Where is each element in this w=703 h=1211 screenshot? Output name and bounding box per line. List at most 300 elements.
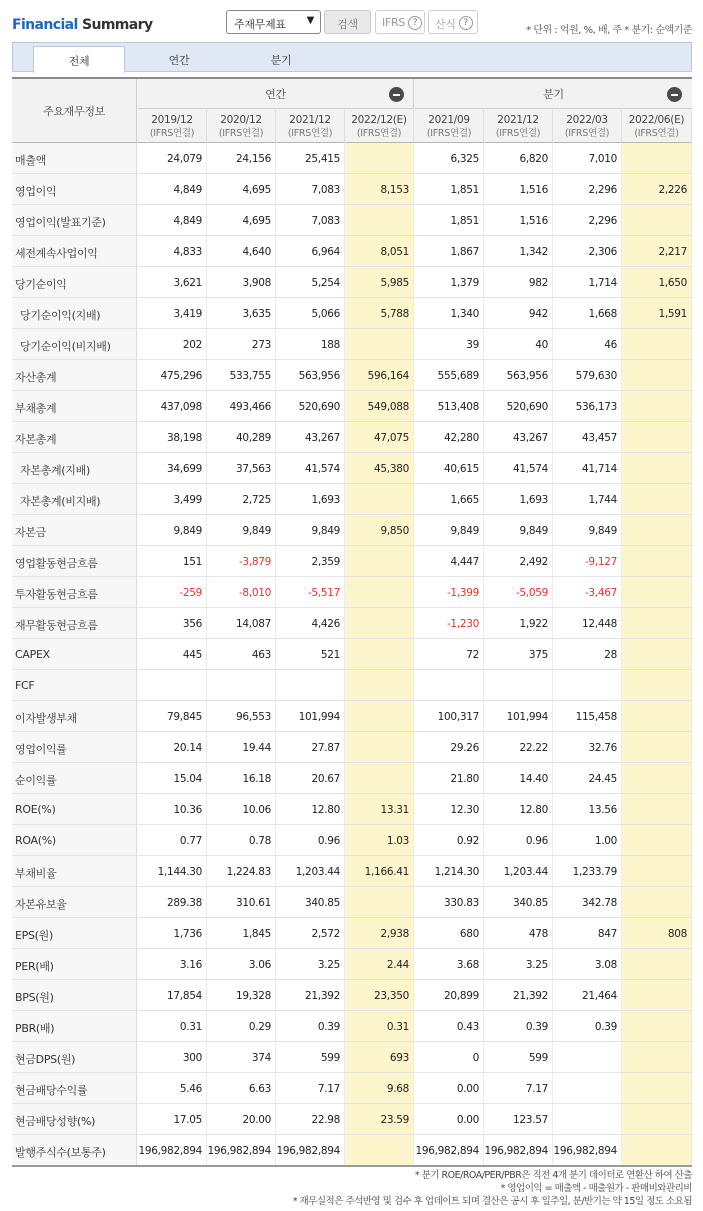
table-cell: 0.96	[484, 825, 553, 855]
table-cell: 12.30	[415, 794, 484, 824]
table-cell	[345, 577, 414, 607]
table-cell: 8,051	[345, 236, 414, 266]
table-cell: 7,083	[276, 174, 345, 204]
table-cell: 273	[207, 329, 276, 359]
table-cell: 8,153	[345, 174, 414, 204]
table-cell: 1.00	[553, 825, 622, 855]
table-cell: 0.31	[345, 1011, 414, 1041]
table-cell: 1,516	[484, 174, 553, 204]
table-cell: 0	[415, 1042, 484, 1072]
table-cell: 41,574	[484, 453, 553, 483]
table-cell	[622, 360, 692, 390]
table-cell: 310.61	[207, 887, 276, 917]
table-cell: 3,499	[138, 484, 207, 514]
title-financial: Financial	[12, 17, 78, 33]
row-label: PER(배)	[12, 949, 137, 979]
table-row	[12, 329, 692, 360]
table-cell: 5,985	[345, 267, 414, 297]
table-cell: 23,350	[345, 980, 414, 1010]
table-cell	[622, 639, 692, 669]
row-label: 순이익률	[12, 763, 137, 793]
table-row	[12, 608, 692, 639]
column-basis: (IFRS연결)	[426, 128, 472, 139]
table-row	[12, 856, 692, 887]
row-label: 매출액	[12, 143, 137, 173]
table-cell: 475,296	[138, 360, 207, 390]
table-cell: 21,392	[484, 980, 553, 1010]
column-header	[415, 110, 484, 143]
table-cell: 40	[484, 329, 553, 359]
row-label: BPS(원)	[12, 980, 137, 1010]
table-cell	[553, 1042, 622, 1072]
table-header	[12, 77, 692, 143]
table-cell: 3.16	[138, 949, 207, 979]
row-label: 자산총계	[12, 360, 137, 390]
column-period: 2020/12	[220, 114, 262, 126]
table-cell: 693	[345, 1042, 414, 1072]
table-cell: 1,845	[207, 918, 276, 948]
table-cell: 5.46	[138, 1073, 207, 1103]
tab-quarter[interactable]: 분기	[270, 54, 292, 67]
table-cell: 45,380	[345, 453, 414, 483]
quarter-group-header	[415, 79, 692, 109]
table-cell: 808	[622, 918, 692, 948]
table-cell: 10.06	[207, 794, 276, 824]
table-cell: 32.76	[553, 732, 622, 762]
table-cell: -259	[138, 577, 207, 607]
table-cell: 100,317	[415, 701, 484, 731]
table-cell: 196,982,894	[276, 1135, 345, 1165]
column-basis: (IFRS연결)	[564, 128, 610, 139]
column-period: 2022/06(E)	[628, 114, 685, 126]
table-row	[12, 360, 692, 391]
column-header	[553, 110, 622, 143]
table-row	[12, 422, 692, 453]
table-cell: 1,203.44	[276, 856, 345, 886]
table-cell	[345, 1135, 414, 1165]
table-cell	[345, 763, 414, 793]
column-period: 2019/12	[151, 114, 193, 126]
table-cell	[622, 453, 692, 483]
row-label: FCF	[12, 670, 137, 700]
table-row	[12, 1104, 692, 1135]
table-row	[12, 949, 692, 980]
table-cell: 4,695	[207, 205, 276, 235]
table-cell: 1,744	[553, 484, 622, 514]
page-title	[12, 17, 152, 33]
table-cell: 599	[276, 1042, 345, 1072]
table-cell: 2,296	[553, 205, 622, 235]
row-label: 영업이익	[12, 174, 137, 204]
table-cell	[345, 732, 414, 762]
table-cell: 115,458	[553, 701, 622, 731]
table-cell	[622, 391, 692, 421]
annual-group-header	[138, 79, 414, 109]
table-cell: 493,466	[207, 391, 276, 421]
table-cell: 9.68	[345, 1073, 414, 1103]
table-cell: 0.39	[276, 1011, 345, 1041]
footnote: * 분기 ROE/ROA/PER/PBR은 직전 4개 분기 데이터로 연환산 하여 산출	[414, 1170, 692, 1181]
table-row	[12, 143, 692, 174]
table-cell: 1,516	[484, 205, 553, 235]
table-cell: 21.80	[415, 763, 484, 793]
table-cell: 521	[276, 639, 345, 669]
table-cell: 9,849	[207, 515, 276, 545]
table-cell: 2,938	[345, 918, 414, 948]
statement-type-select[interactable]	[226, 10, 321, 34]
table-cell: 1,166.41	[345, 856, 414, 886]
table-cell	[622, 701, 692, 731]
row-label: 자본총계(지배)	[12, 453, 137, 483]
title-summary: Summary	[81, 17, 153, 33]
row-label: 부채총계	[12, 391, 137, 421]
column-period: 2021/09	[428, 114, 470, 126]
row-label: 당기순이익(지배)	[12, 298, 137, 328]
table-cell: 20.67	[276, 763, 345, 793]
table-cell	[622, 608, 692, 638]
table-row	[12, 236, 692, 267]
row-label: 자본유보율	[12, 887, 137, 917]
table-cell: 596,164	[345, 360, 414, 390]
table-cell	[553, 1104, 622, 1134]
row-label: 현금DPS(원)	[12, 1042, 137, 1072]
table-cell: 680	[415, 918, 484, 948]
table-cell: 1,233.79	[553, 856, 622, 886]
table-cell: 1,203.44	[484, 856, 553, 886]
help-icon: ?	[408, 16, 422, 30]
table-cell: 40,289	[207, 422, 276, 452]
table-row	[12, 1042, 692, 1073]
column-header	[276, 110, 345, 143]
table-cell: 0.39	[553, 1011, 622, 1041]
table-cell	[345, 887, 414, 917]
table-cell: 6,964	[276, 236, 345, 266]
table-cell: 563,956	[484, 360, 553, 390]
table-cell: 6.63	[207, 1073, 276, 1103]
row-label: 영업이익(발표기준)	[12, 205, 137, 235]
table-cell: 196,982,894	[207, 1135, 276, 1165]
table-cell: 549,088	[345, 391, 414, 421]
table-cell: 7,010	[553, 143, 622, 173]
table-cell: 520,690	[276, 391, 345, 421]
table-cell: 374	[207, 1042, 276, 1072]
table-row	[12, 515, 692, 546]
table-cell	[622, 577, 692, 607]
table-cell: 520,690	[484, 391, 553, 421]
table-cell: -1,230	[415, 608, 484, 638]
row-label: 자본총계(비지배)	[12, 484, 137, 514]
table-cell	[622, 980, 692, 1010]
table-row	[12, 732, 692, 763]
table-cell: 340.85	[276, 887, 345, 917]
table-cell: 340.85	[484, 887, 553, 917]
table-bottom-border	[12, 1165, 692, 1167]
table-cell: 47,075	[345, 422, 414, 452]
table-cell: 196,982,894	[138, 1135, 207, 1165]
table-cell	[345, 484, 414, 514]
table-cell	[622, 143, 692, 173]
table-cell: 375	[484, 639, 553, 669]
table-cell: 555,689	[415, 360, 484, 390]
table-cell: 2,296	[553, 174, 622, 204]
quarter-group-label: 분기	[543, 88, 564, 101]
table-cell	[345, 205, 414, 235]
column-period: 2022/03	[566, 114, 608, 126]
table-row	[12, 918, 692, 949]
row-label: CAPEX	[12, 639, 137, 669]
row-label: 당기순이익	[12, 267, 137, 297]
table-cell: 72	[415, 639, 484, 669]
table-cell: 0.78	[207, 825, 276, 855]
table-cell: 151	[138, 546, 207, 576]
tab-annual[interactable]: 연간	[168, 54, 190, 67]
ifrs-button[interactable]	[375, 10, 425, 34]
table-row	[12, 1073, 692, 1104]
table-row	[12, 639, 692, 670]
table-cell	[345, 670, 414, 700]
table-cell: 196,982,894	[553, 1135, 622, 1165]
table-cell: 1,851	[415, 205, 484, 235]
table-cell: 42,280	[415, 422, 484, 452]
table-cell: 21,464	[553, 980, 622, 1010]
table-row	[12, 670, 692, 701]
table-cell: 20.14	[138, 732, 207, 762]
table-cell: 12.80	[276, 794, 345, 824]
column-basis: (IFRS연결)	[495, 128, 541, 139]
table-cell: 101,994	[276, 701, 345, 731]
table-cell: 16.18	[207, 763, 276, 793]
table-cell: 20,899	[415, 980, 484, 1010]
table-cell	[345, 701, 414, 731]
table-cell	[138, 670, 207, 700]
column-period: 2022/12(E)	[351, 114, 407, 126]
table-cell: 14.40	[484, 763, 553, 793]
table-cell: 1,736	[138, 918, 207, 948]
table-cell: 22.22	[484, 732, 553, 762]
table-cell: 599	[484, 1042, 553, 1072]
table-cell: 1,379	[415, 267, 484, 297]
period-tabs	[12, 42, 692, 72]
table-cell: 3,635	[207, 298, 276, 328]
column-header	[207, 110, 276, 143]
table-cell: -3,879	[207, 546, 276, 576]
table-cell: 942	[484, 298, 553, 328]
table-cell: 0.00	[415, 1073, 484, 1103]
table-cell: 2,306	[553, 236, 622, 266]
chevron-down-icon: ▼	[306, 15, 314, 26]
table-cell: 17.05	[138, 1104, 207, 1134]
column-basis: (IFRS연결)	[218, 128, 264, 139]
table-row	[12, 453, 692, 484]
annual-group-label: 연간	[265, 88, 286, 101]
table-cell	[622, 422, 692, 452]
table-cell: 41,714	[553, 453, 622, 483]
table-cell: 39	[415, 329, 484, 359]
table-cell	[622, 794, 692, 824]
table-cell: 37,563	[207, 453, 276, 483]
table-cell: 0.96	[276, 825, 345, 855]
table-cell: 6,325	[415, 143, 484, 173]
table-cell: 3,419	[138, 298, 207, 328]
table-cell: 4,849	[138, 174, 207, 204]
table-cell: 1,591	[622, 298, 692, 328]
table-cell: 1,922	[484, 608, 553, 638]
table-cell: 10.36	[138, 794, 207, 824]
table-cell: 2,725	[207, 484, 276, 514]
row-label: 자본금	[12, 515, 137, 545]
table-cell: 14,087	[207, 608, 276, 638]
table-row	[12, 267, 692, 298]
table-cell: 3,621	[138, 267, 207, 297]
table-cell	[345, 546, 414, 576]
table-cell: -9,127	[553, 546, 622, 576]
table-cell	[484, 670, 553, 700]
table-cell	[622, 1042, 692, 1072]
table-cell	[622, 732, 692, 762]
table-cell	[622, 825, 692, 855]
table-cell	[345, 639, 414, 669]
unit-note: * 단위 : 억원, %, 배, 주 * 분기: 순액기준	[526, 25, 692, 36]
table-cell: 3.08	[553, 949, 622, 979]
collapse-annual-icon[interactable]	[389, 87, 404, 102]
table-cell: 3.06	[207, 949, 276, 979]
table-cell	[345, 329, 414, 359]
table-cell: 513,408	[415, 391, 484, 421]
table-row	[12, 577, 692, 608]
table-cell: 20.00	[207, 1104, 276, 1134]
column-period: 2021/12	[497, 114, 539, 126]
table-cell: 25,415	[276, 143, 345, 173]
table-cell: 4,833	[138, 236, 207, 266]
collapse-quarter-icon[interactable]	[667, 87, 682, 102]
table-cell: 300	[138, 1042, 207, 1072]
table-cell: 5,788	[345, 298, 414, 328]
table-cell: 19.44	[207, 732, 276, 762]
table-cell	[622, 887, 692, 917]
table-cell	[622, 949, 692, 979]
tab-all[interactable]: 전체	[33, 46, 125, 73]
table-cell	[345, 143, 414, 173]
table-cell: -1,399	[415, 577, 484, 607]
header-main-label: 주요재무정보	[12, 79, 137, 143]
table-cell: 437,098	[138, 391, 207, 421]
table-cell: 28	[553, 639, 622, 669]
table-cell: 7,083	[276, 205, 345, 235]
table-row	[12, 701, 692, 732]
table-cell: 79,845	[138, 701, 207, 731]
table-cell: -5,517	[276, 577, 345, 607]
table-cell: 3,908	[207, 267, 276, 297]
column-basis: (IFRS연결)	[634, 128, 679, 139]
table-cell: 4,695	[207, 174, 276, 204]
table-cell: 3.25	[276, 949, 345, 979]
formula-button[interactable]	[428, 10, 478, 34]
footnotes	[293, 1169, 692, 1208]
search-button[interactable]: 검색	[324, 10, 371, 34]
table-cell: 463	[207, 639, 276, 669]
table-cell: 1,214.30	[415, 856, 484, 886]
table-row	[12, 825, 692, 856]
table-cell: 1,668	[553, 298, 622, 328]
table-cell	[622, 515, 692, 545]
table-cell: 445	[138, 639, 207, 669]
table-cell: 563,956	[276, 360, 345, 390]
footnote: * 재무실적은 주석반영 및 검수 후 업데이트 되며 결산은 공시 후 일주일, 분/반기는 약 15일 정도 소요됨	[292, 1196, 692, 1207]
table-cell: 19,328	[207, 980, 276, 1010]
column-header	[484, 110, 553, 143]
table-cell: 0.31	[138, 1011, 207, 1041]
table-cell: 5,254	[276, 267, 345, 297]
table-cell: -3,467	[553, 577, 622, 607]
row-label: ROE(%)	[12, 794, 137, 824]
table-cell: 196,982,894	[415, 1135, 484, 1165]
row-label: EPS(원)	[12, 918, 137, 948]
table-cell: 0.77	[138, 825, 207, 855]
table-cell: 2,359	[276, 546, 345, 576]
table-cell: 3.25	[484, 949, 553, 979]
column-header	[622, 110, 692, 143]
row-label: ROA(%)	[12, 825, 137, 855]
table-cell	[622, 205, 692, 235]
row-label: 현금배당수익률	[12, 1073, 137, 1103]
table-cell: 43,267	[276, 422, 345, 452]
table-cell	[553, 1073, 622, 1103]
table-cell	[622, 1073, 692, 1103]
table-cell: 202	[138, 329, 207, 359]
table-cell	[622, 670, 692, 700]
table-cell: 123.57	[484, 1104, 553, 1134]
table-cell	[622, 856, 692, 886]
table-cell: 188	[276, 329, 345, 359]
table-cell: 982	[484, 267, 553, 297]
table-cell	[276, 670, 345, 700]
table-cell	[415, 670, 484, 700]
table-cell: 7.17	[484, 1073, 553, 1103]
table-cell	[622, 1104, 692, 1134]
table-cell: 0.29	[207, 1011, 276, 1041]
column-basis: (IFRS연결)	[356, 128, 402, 139]
table-cell: 34,699	[138, 453, 207, 483]
table-row	[12, 298, 692, 329]
table-cell: 15.04	[138, 763, 207, 793]
table-cell: 4,426	[276, 608, 345, 638]
table-row	[12, 763, 692, 794]
table-cell: 196,982,894	[484, 1135, 553, 1165]
row-label: 발행주식수(보통주)	[12, 1135, 137, 1165]
formula-label: 산식	[435, 18, 456, 31]
table-cell: 21,392	[276, 980, 345, 1010]
table-cell: 12.80	[484, 794, 553, 824]
row-label: PBR(배)	[12, 1011, 137, 1041]
table-cell: 2,572	[276, 918, 345, 948]
table-cell: 0.39	[484, 1011, 553, 1041]
table-cell: 9,849	[415, 515, 484, 545]
column-header	[345, 110, 414, 143]
table-cell: 40,615	[415, 453, 484, 483]
table-cell: 1,342	[484, 236, 553, 266]
table-cell	[622, 546, 692, 576]
table-row	[12, 1011, 692, 1042]
table-cell: 1,867	[415, 236, 484, 266]
table-row	[12, 1135, 692, 1166]
row-label: 자본총계	[12, 422, 137, 452]
table-cell: 579,630	[553, 360, 622, 390]
table-cell: 2,217	[622, 236, 692, 266]
table-row	[12, 391, 692, 422]
table-cell: 38,198	[138, 422, 207, 452]
column-basis: (IFRS연결)	[287, 128, 333, 139]
column-period: 2021/12	[289, 114, 331, 126]
